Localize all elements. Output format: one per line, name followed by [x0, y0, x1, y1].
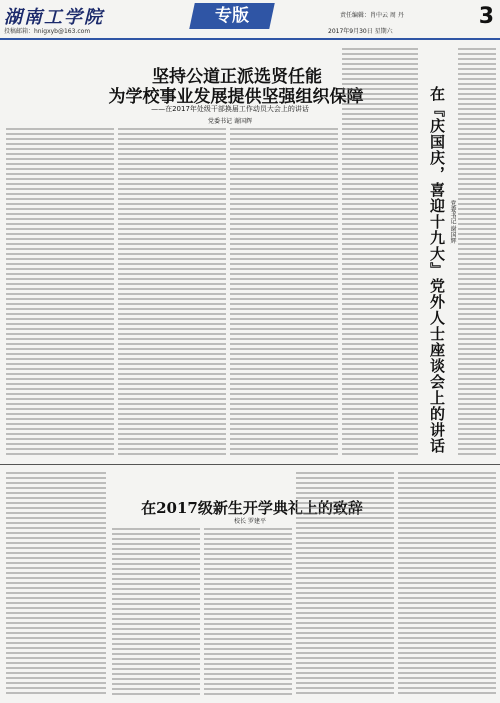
lead-title-line1: 坚持公道正派选贤任能 [152, 67, 322, 87]
side-article-byline: 党委书记 谢国辉 [449, 200, 456, 244]
lead-body-col1 [6, 128, 114, 458]
lead-title-line2: 为学校事业发展提供坚强组织保障 [108, 87, 364, 107]
bottom-article-byline: 校长 罗建平 [234, 518, 266, 525]
contact-email: 投稿邮箱：hnigxyb@163.com [4, 28, 91, 35]
section-tag [189, 3, 275, 29]
bottom-body-col0 [6, 472, 106, 697]
bottom-body-col3 [296, 472, 394, 697]
header-rule [0, 38, 500, 40]
lead-subtitle: ——在2017年处级干部换届工作动员大会上的讲话 [151, 105, 309, 113]
section-divider [0, 464, 500, 465]
bottom-body-col4 [398, 472, 496, 697]
masthead [0, 0, 500, 40]
lead-body-col3 [230, 128, 338, 458]
bottom-body-col1 [112, 528, 200, 698]
section-label: 专版 [215, 6, 249, 26]
side-body-col [342, 48, 418, 458]
side-body-col-right [458, 48, 496, 458]
lead-byline: 党委书记 谢国辉 [208, 118, 252, 125]
newspaper-logo: 湖南工学院 [4, 7, 104, 28]
side-article-title: 在『庆国庆，喜迎十九大』党外人士座谈会上的讲话 [428, 86, 446, 454]
editors-line: 责任编辑：肖中云 周 丹 [340, 12, 404, 19]
bottom-article-title: 在2017级新生开学典礼上的致辞 [141, 499, 363, 517]
lead-body-col2 [118, 128, 226, 458]
page-number: 3 [478, 4, 494, 29]
bottom-body-col2 [204, 528, 292, 698]
issue-date: 2017年9月30日 星期六 [328, 28, 393, 35]
